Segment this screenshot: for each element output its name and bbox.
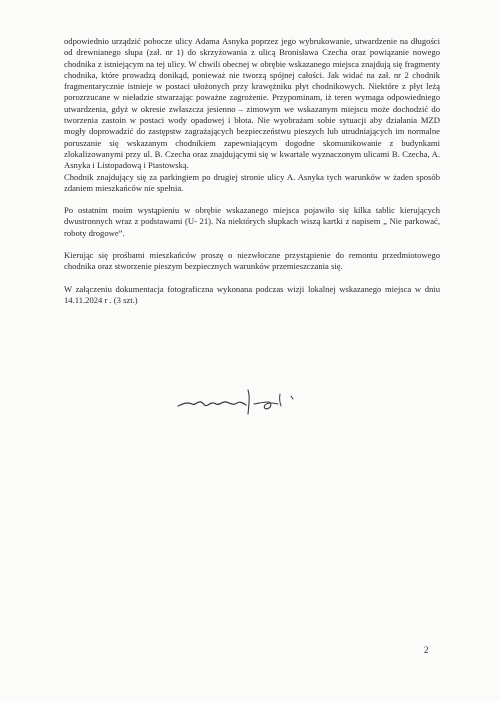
paragraph-main: odpowiednio urządzić pobocze ulicy Adama Asnyka poprzez jego wybrukowanie, utwardzenie na długości od drewnianego słupa (zał. nr 1) do skrzyżowania z ulicą Bronisława Czecha oraz powiązanie nowego chodnika z istniejącym na tej ulicy. W chwili obecnej w obrębie wskazanego miejsca znajdują się fragmenty chodnika, które prowadzą donikąd, ponieważ nie tworzą spójnej całości. Jak widać na zał. nr 2 chodnik fragmentarycznie istnieje w postaci ułożonych przy krawężniku płyt chodnikowych. Niektóre z płyt leżą porozrzucane w nieładzie stwarzając poważne zagrożenie. Przypominam, iż teren wymaga odpowiedniego utwardzenia, gdyż w okresie zwłaszcza jesienno – zimowym we wskazanym miejscu może dochodzić do tworzenia zastoin w postaci wody opadowej i błota. Nie wyobrażam sobie sytuacji aby działania MZD mogły doprowadzić do zastępstw zagrażających bezpieczeństwu pieszych lub utrudniających im normalne poruszanie się wskazanym chodnikiem zapewniającym dogodne skomunikowanie z budynkami zlokalizowanymi przy ul. B. Czecha oraz znajdującymi się w kwartale wyznaczonym ulicami B. Czecha, A. Asnyka i Listopadową i Piastowską. [64,36,440,171]
document-body [64,36,440,306]
paragraph-request: Kierując się prośbami mieszkańców proszę o niezwłoczne przystąpienie do remontu przedmiotowego chodnika oraz stworzenie pieszym bezpiecznych warunków przemieszczania się. [64,250,440,272]
signature-icon [170,384,320,420]
paragraph-attachment: W załączeniu dokumentacja fotograficzna wykonana podczas wizji lokalnej wskazanego miejsca w dniu 14.11.2024 r . (3 szt.) [64,283,440,305]
paragraph-sidewalk: Chodnik znajdujący się za parkingiem po drugiej stronie ulicy A. Asnyka tych warunków w żaden sposób zdaniem mieszkańców nie spełnia. [64,171,440,193]
paragraph-last-intervention: Po ostatnim moim wystąpieniu w obrębie wskazanego miejsca pojawiło się kilka tablic kierujących dwustronnych wraz z podstawami (U- 21). Na niektórych słupkach wiszą kartki z napisem „ Nie parkować, roboty drogowe”. [64,205,440,238]
page-number: 2 [424,645,429,655]
